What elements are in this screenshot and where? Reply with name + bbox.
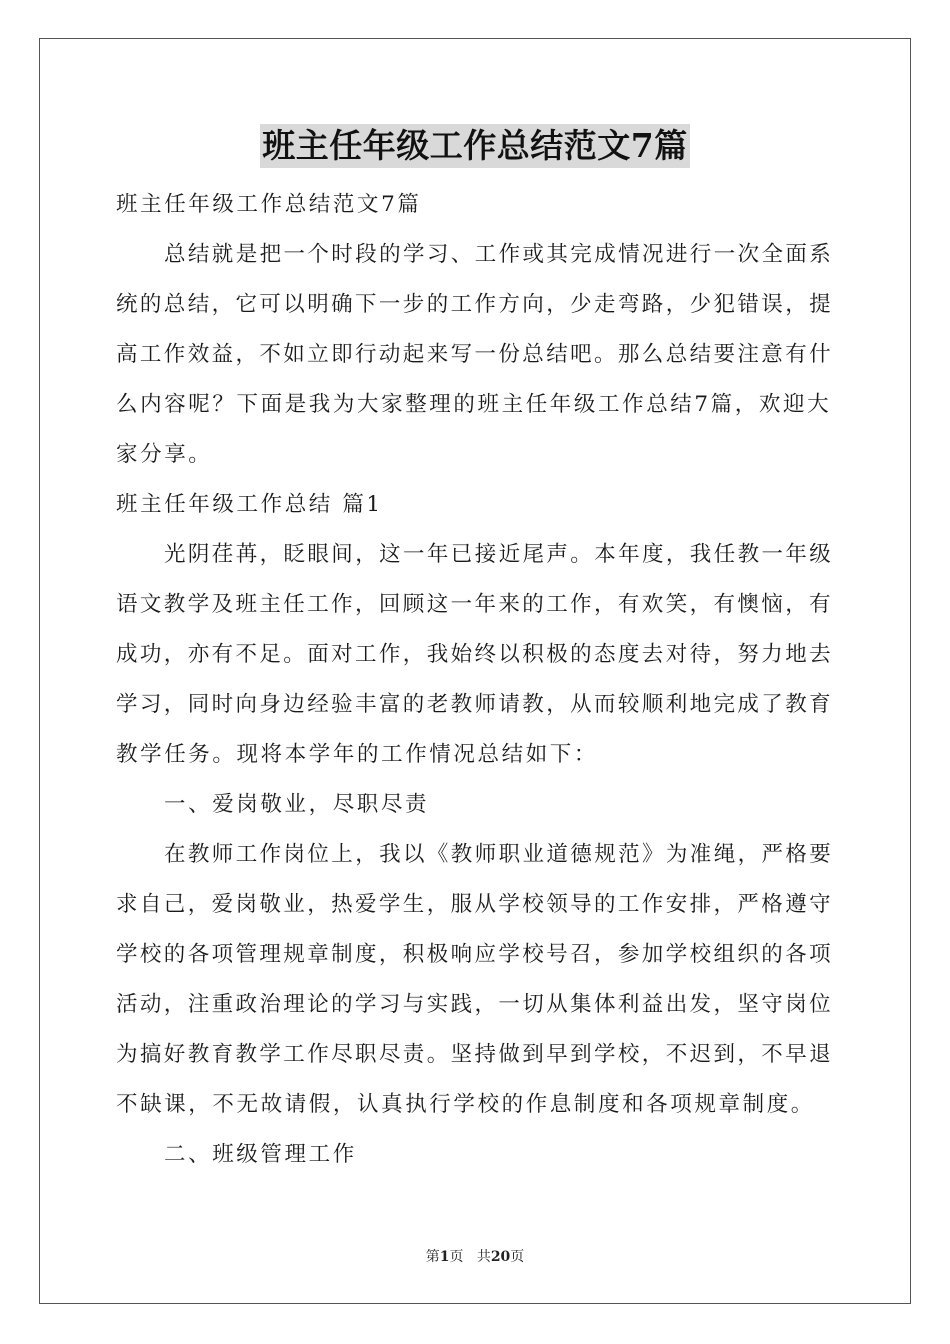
point-heading: 二、班级管理工作	[164, 1142, 357, 1167]
paragraph-line: 学校的各项管理规章制度，积极响应学校号召，参加学校组织的各项	[116, 942, 834, 967]
paragraph-line: 光阴荏苒，眨眼间，这一年已接近尾声。本年度，我任教一年级	[164, 542, 834, 567]
paragraph-line: 语文教学及班主任工作，回顾这一年来的工作，有欢笑，有懊恼，有	[116, 592, 834, 617]
document-body	[116, 180, 836, 1180]
title-container	[0, 124, 950, 168]
paragraph-line: 成功，亦有不足。面对工作，我始终以积极的态度去对待，努力地去	[116, 642, 834, 667]
total-pages: 20	[490, 1249, 511, 1265]
intro-line: 总结就是把一个时段的学习、工作或其完成情况进行一次全面系	[164, 242, 834, 267]
section-heading: 班主任年级工作总结 篇1	[116, 492, 383, 517]
paragraph-line: 学习，同时向身边经验丰富的老教师请教，从而较顺利地完成了教育	[116, 692, 834, 717]
intro-line: 么内容呢？下面是我为大家整理的班主任年级工作总结7篇，欢迎大	[116, 392, 832, 417]
paragraph-line: 活动，注重政治理论的学习与实践，一切从集体利益出发，坚守岗位	[116, 992, 834, 1017]
total-prefix: 共	[476, 1249, 491, 1265]
intro-line: 高工作效益，不如立即行动起来写一份总结吧。那么总结要注意有什	[116, 342, 834, 367]
page-prefix: 第	[425, 1249, 440, 1265]
paragraph-line: 不缺课，不无故请假，认真执行学校的作息制度和各项规章制度。	[116, 1092, 815, 1117]
point-heading: 一、爱岗敬业，尽职尽责	[164, 792, 430, 817]
paragraph-line: 在教师工作岗位上，我以《教师职业道德规范》为准绳，严格要	[164, 842, 834, 867]
total-suffix: 页	[510, 1249, 525, 1265]
page-footer	[0, 1247, 950, 1267]
document-title: 班主任年级工作总结范文7篇	[260, 124, 689, 168]
paragraph-line: 为搞好教育教学工作尽职尽责。坚持做到早到学校，不迟到，不早退	[116, 1042, 834, 1067]
intro-line: 统的总结，它可以明确下一步的工作方向，少走弯路，少犯错误，提	[116, 292, 834, 317]
intro-line: 家分享。	[116, 442, 213, 467]
subtitle: 班主任年级工作总结范文7篇	[116, 192, 422, 217]
page-suffix: 页	[449, 1249, 464, 1265]
paragraph-line: 求自己，爱岗敬业，热爱学生，服从学校领导的工作安排，严格遵守	[116, 892, 834, 917]
paragraph-line: 教学任务。现将本学年的工作情况总结如下：	[116, 742, 599, 767]
page-number: 1	[439, 1249, 450, 1265]
